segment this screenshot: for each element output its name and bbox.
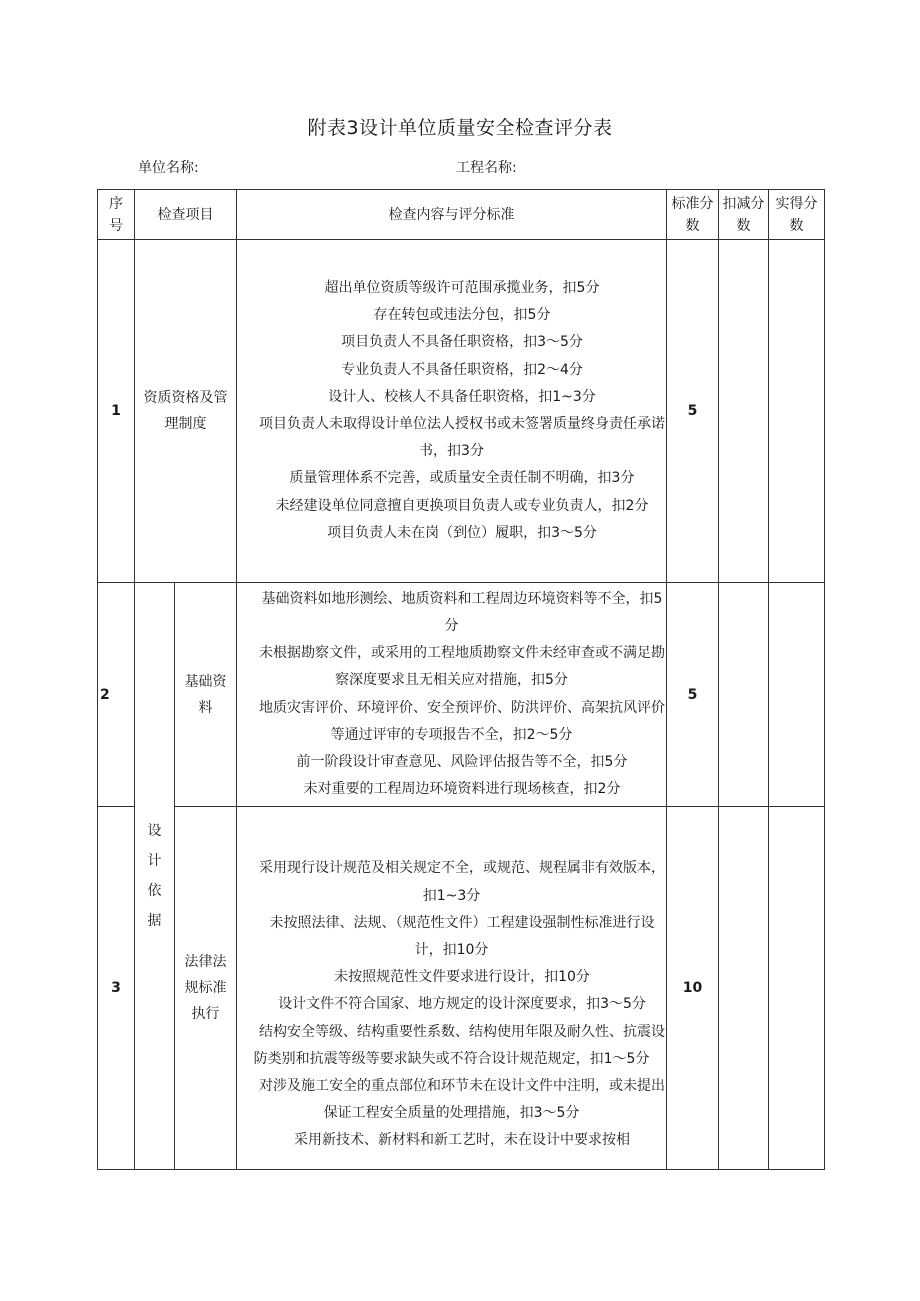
criteria-line: 未按照法律、法规、（规范性文件）工程建设强制性标准进行设计，扣10分 [269,914,655,958]
criteria-line: 设计人、校核人不具备任职资格，扣1~3分 [328,388,596,405]
row-deducted-score [719,240,769,583]
header-standard-score: 标准分数 [667,190,719,240]
row-actual-score [769,240,825,583]
criteria-line: 未对重要的工程周边环境资料进行现场核查，扣2分 [303,781,621,798]
criteria-line: 前一阶段设计审查意见、风险评估报告等不全，扣5分 [296,753,628,770]
criteria-line: 基础资料如地形测绘、地质资料和工程周边环境资料等不全，扣5分 [261,590,663,634]
row-seq: 3 [98,807,135,1170]
criteria-line: 结构安全等级、结构重要性系数、结构使用年限及耐久性、抗震设防类别和抗震等级等要求缺失或不符合设计规范规定，扣1〜5分 [253,1023,665,1067]
row-criteria [237,807,667,1170]
criteria-line: 采用现行设计规范及相关规定不全，或规范、规程属非有效版本，扣1~3分 [259,860,665,904]
row-standard-score: 10 [667,807,719,1170]
criteria-line: 质量管理体系不完善，或质量安全责任制不明确，扣3分 [289,470,635,487]
project-name-label: 工程名称: [456,160,517,176]
criteria-line: 未根据勘察文件，或采用的工程地质勘察文件未经审查或不满足勘察深度要求且无相关应对措施，扣5分 [259,645,665,689]
row-actual-score [769,807,825,1170]
criteria-line: 项目负责人不具备任职资格，扣3〜5分 [341,334,583,351]
header-actual-score: 实得分数 [769,190,825,240]
criteria-line: 项目负责人未在岗（到位）履职，扣3〜5分 [327,524,597,541]
row-deducted-score [719,583,769,807]
table-row [98,583,825,807]
criteria-line: 采用新技术、新材料和新工艺时，未在设计中要求按相 [294,1132,630,1149]
criteria-line: 未经建设单位同意擅自更换项目负责人或专业负责人，扣2分 [275,497,649,514]
row-seq: 2 [98,583,135,807]
criteria-line: 存在转包或违法分包，扣5分 [373,307,551,324]
row-seq: 1 [98,240,135,583]
criteria-line: 项目负责人未取得设计单位法人授权书或未签署质量终身责任承诺书，扣3分 [259,416,665,460]
table-row [98,807,825,1170]
table-row [98,240,825,583]
row-deducted-score [719,807,769,1170]
row-item: 基础资料 [175,583,237,807]
group-design-basis: 设计依据 [135,583,175,1170]
criteria-line: 专业负责人不具备任职资格，扣2〜4分 [341,361,583,378]
header-item: 检查项目 [135,190,237,240]
criteria-line: 地质灾害评价、环境评价、安全预评价、防洪评价、高架抗风评价等通过评审的专项报告不全，扣2〜5分 [259,699,665,743]
header-content: 检查内容与评分标准 [237,190,667,240]
criteria-line: 对涉及施工安全的重点部位和环节未在设计文件中注明，或未提出保证工程安全质量的处理措施，扣3〜5分 [259,1078,665,1122]
row-standard-score: 5 [667,583,719,807]
row-standard-score: 5 [667,240,719,583]
unit-name-label: 单位名称: [138,160,199,176]
header-seq: 序号 [98,190,135,240]
row-criteria [237,240,667,583]
row-actual-score [769,583,825,807]
criteria-line: 设计文件不符合国家、地方规定的设计深度要求，扣3〜5分 [278,996,646,1013]
row-item: 资质资格及管理制度 [135,240,237,583]
page-title: 附表3设计单位质量安全检查评分表 [307,117,613,139]
criteria-line: 超出单位资质等级许可范围承揽业务，扣5分 [324,279,600,296]
score-table [97,189,825,1170]
row-item: 法律法规标准执行 [175,807,237,1170]
header-deducted-score: 扣减分数 [719,190,769,240]
header-row [98,190,825,240]
row-criteria [237,583,667,807]
criteria-line: 未按照规范性文件要求进行设计，扣10分 [334,969,590,986]
